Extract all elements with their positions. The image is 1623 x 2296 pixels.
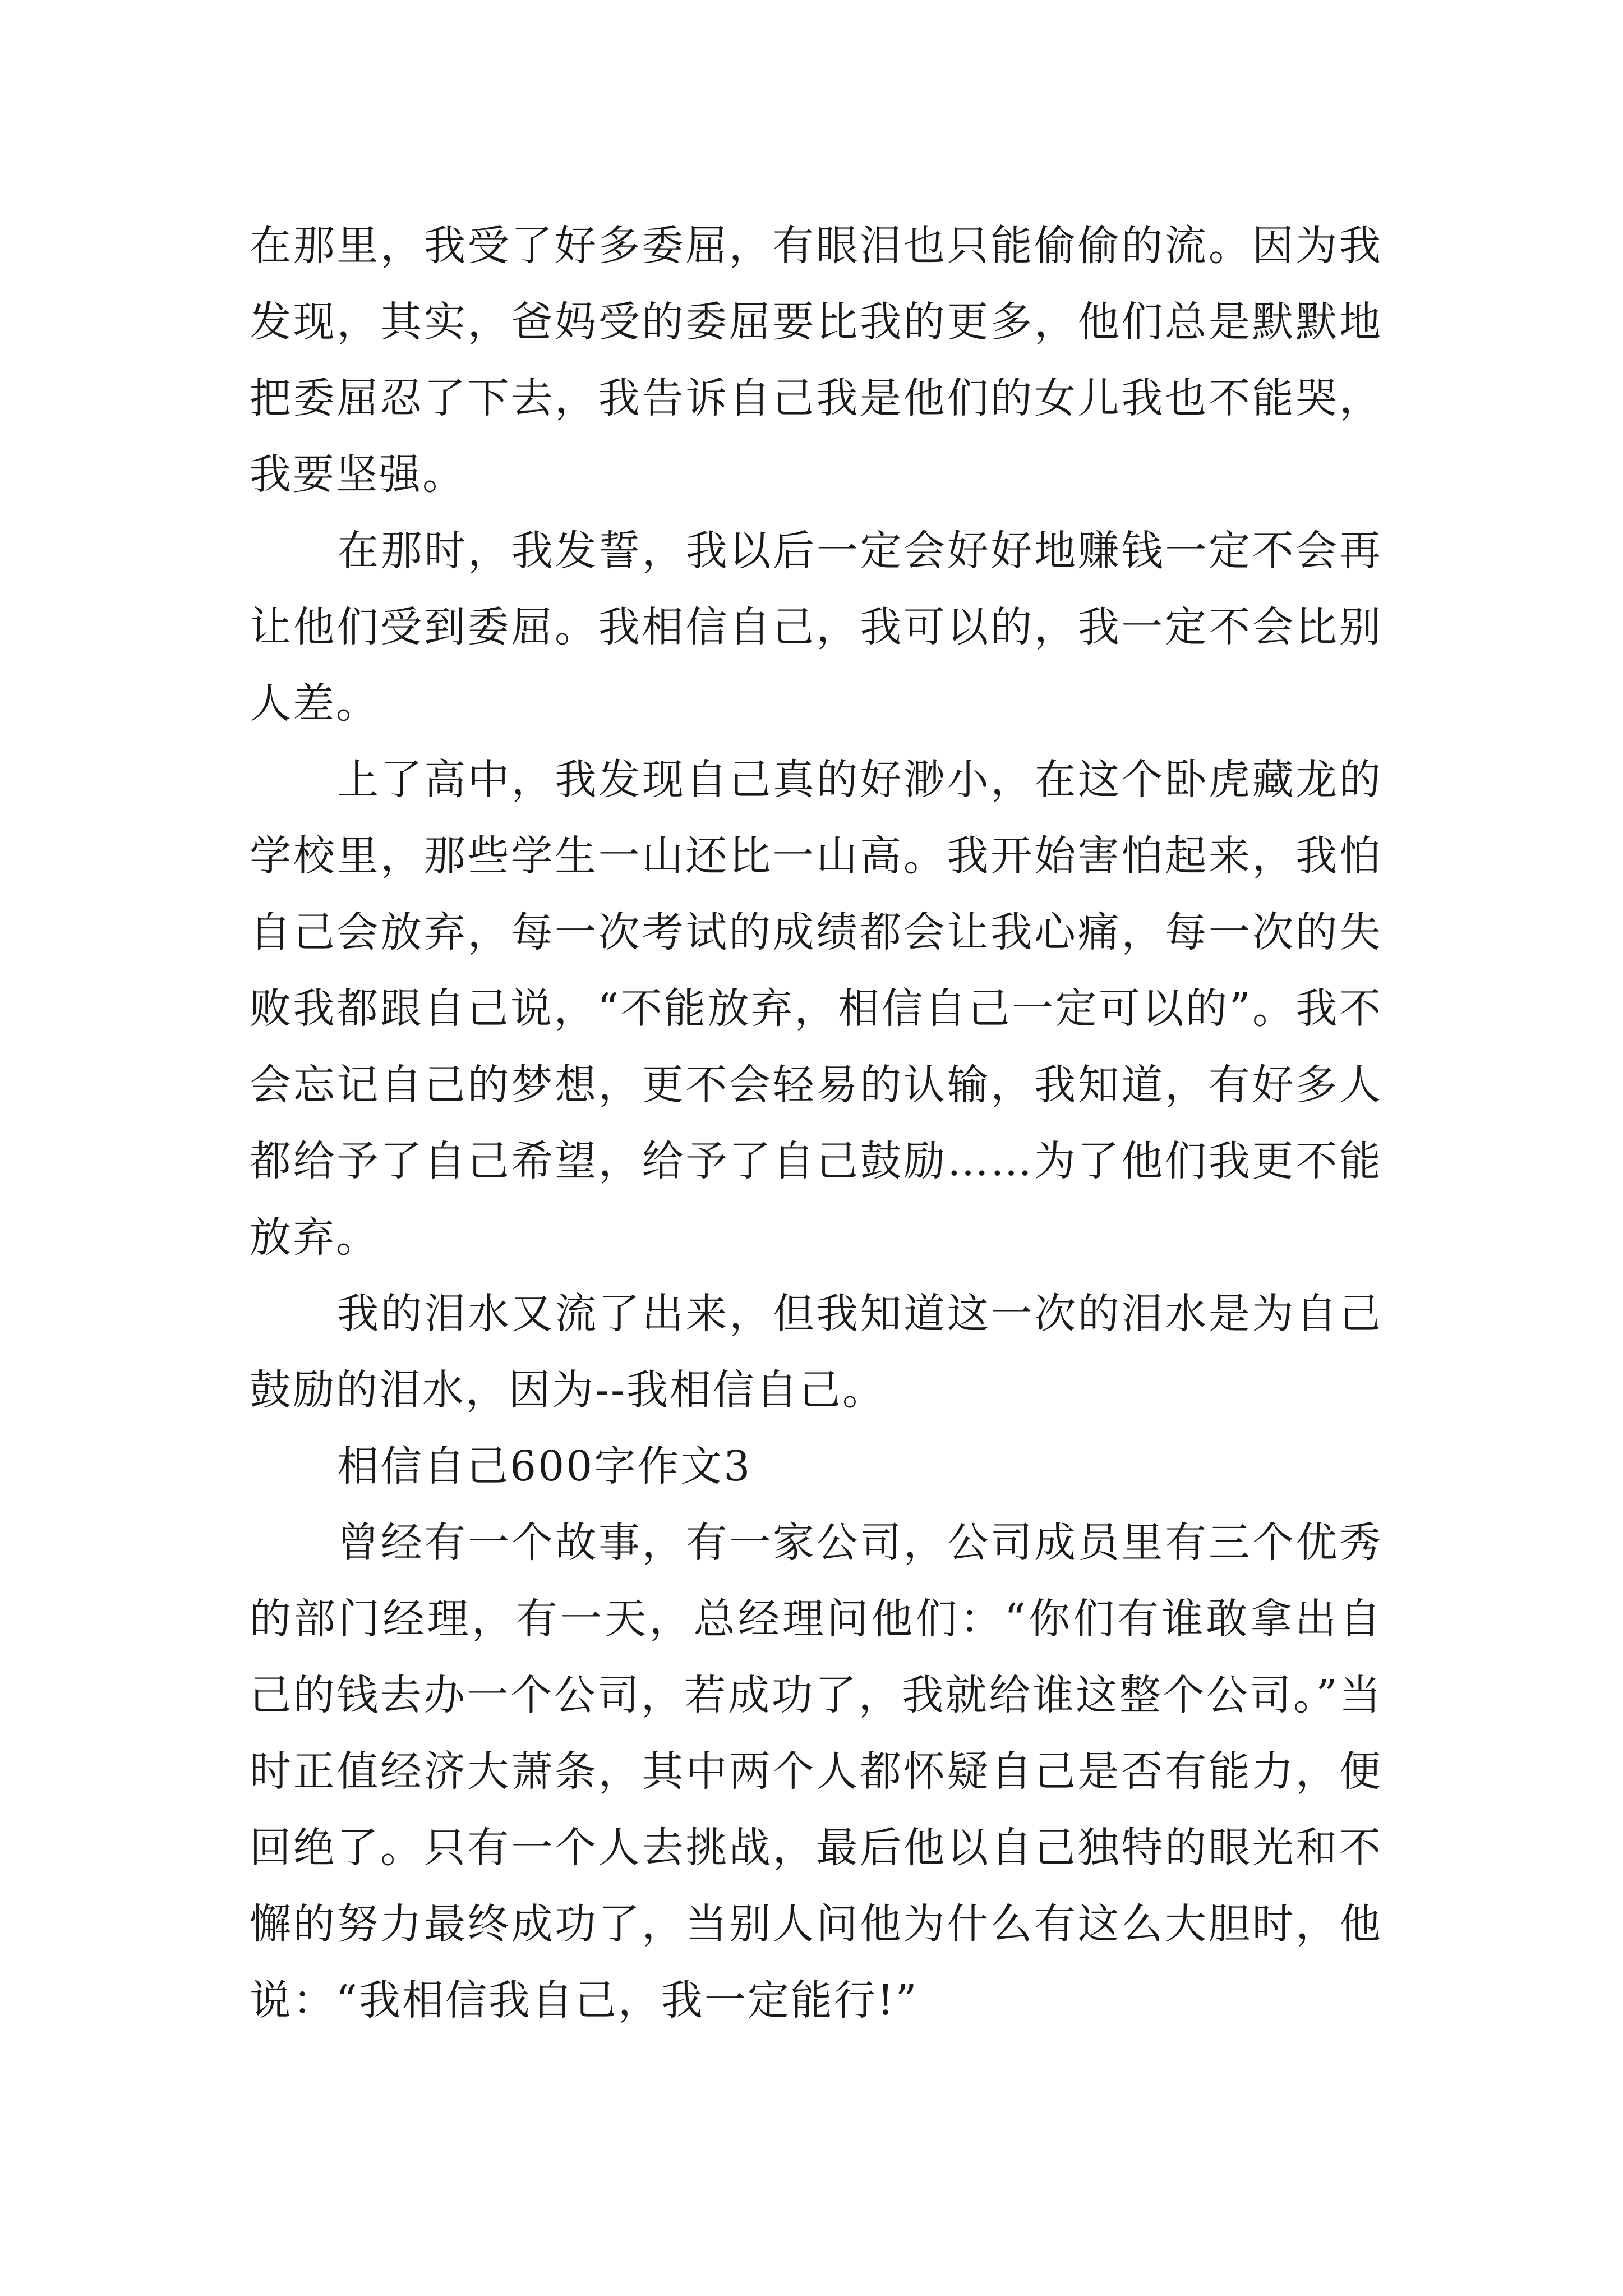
document-body bbox=[250, 208, 1382, 2039]
paragraph-2: 在那时，我发誓，我以后一定会好好地赚钱一定不会再让他们受到委屈。我相信自己，我可以的，我一定不会比别人差。 bbox=[250, 527, 1382, 728]
section-heading: 相信自己600字作文3 bbox=[337, 1442, 752, 1490]
paragraph-3: 上了高中，我发现自己真的好渺小，在这个卧虎藏龙的学校里，那些学生一山还比一山高。我开始害怕起来，我怕自己会放弃，每一次考试的成绩都会让我心痛，每一次的失败我都跟自己说，“不能放弃，相信自己一定可以的”。我不会忘记自己的梦想，更不会轻易的认输，我知道，有好多人都给予了自己希望，给予了自己鼓励……为了他们我更不能放弃。 bbox=[250, 756, 1382, 1262]
paragraph-5: 曾经有一个故事，有一家公司，公司成员里有三个优秀的部门经理，有一天，总经理问他们：“你们有谁敢拿出自己的钱去办一个公司，若成功了，我就给谁这整个公司。”当时正值经济大萧条，其中两个人都怀疑自己是否有能力，便回绝了。只有一个人去挑战，最后他以自己独特的眼光和不懈的努力最终成功了，当别人问他为什么有这么大胆时，他说：“我相信我自己，我一定能行!” bbox=[250, 1519, 1382, 2024]
paragraph-1: 在那里，我受了好多委屈，有眼泪也只能偷偷的流。因为我发现，其实，爸妈受的委屈要比我的更多，他们总是默默地把委屈忍了下去，我告诉自己我是他们的女儿我也不能哭，我要坚强。 bbox=[250, 222, 1382, 499]
paragraph-4: 我的泪水又流了出来，但我知道这一次的泪水是为自己鼓励的泪水，因为--我相信自己。 bbox=[250, 1290, 1382, 1414]
